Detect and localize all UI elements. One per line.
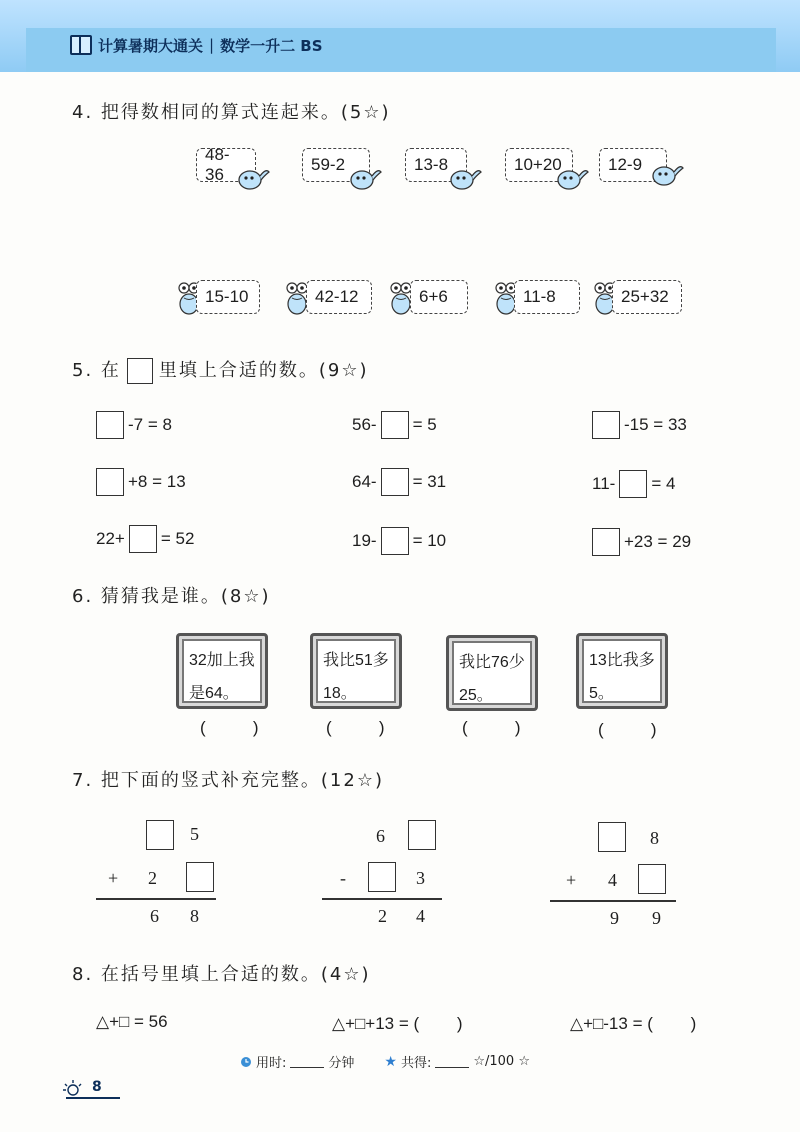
tadpole-icon <box>555 164 589 192</box>
answer-box[interactable] <box>96 411 124 439</box>
riddle-board-1: 32加上我 是64。 <box>176 633 268 709</box>
sum-line <box>96 898 216 900</box>
vertical-answer-box[interactable] <box>186 862 214 892</box>
series-name: 计算暑期大通关 <box>98 36 204 55</box>
q5-eq-6: 11- = 4 <box>592 470 675 498</box>
q5-eq-7: 22+ = 52 <box>96 525 194 553</box>
riddle-board-3: 我比76少 25。 <box>446 635 538 711</box>
q5-title: 5. 在 里填上合适的数。(9☆) <box>72 356 369 384</box>
q4-bottom-tag-1[interactable]: 15-10 <box>196 280 260 314</box>
score-field: ★ 共得: ☆/100 ☆ <box>384 1053 530 1071</box>
q4-title: 4. 把得数相同的算式连起来。(5☆) <box>72 102 391 123</box>
q4-top-tag-2[interactable]: 59-2 <box>302 148 370 182</box>
digit: 4 <box>608 870 617 890</box>
operator-minus: - <box>340 868 346 888</box>
answer-paren-1[interactable]: ( ) <box>200 718 259 737</box>
q4-top-tag-1[interactable]: 48-36 <box>196 148 256 182</box>
answer-box[interactable] <box>96 468 124 496</box>
digit: 2 <box>148 868 157 888</box>
digit: 9 <box>652 908 661 928</box>
page-number: 8 <box>62 1078 102 1096</box>
sum-line <box>550 900 676 902</box>
q4-bottom-tag-5[interactable]: 25+32 <box>612 280 682 314</box>
digit: 5 <box>190 824 199 844</box>
tadpole-icon <box>448 164 482 192</box>
header-title <box>70 34 323 56</box>
vertical-answer-box[interactable] <box>408 820 436 850</box>
answer-box-sample <box>127 358 153 384</box>
q4-top-tag-3[interactable]: 13-8 <box>405 148 467 182</box>
operator-plus: + <box>108 868 119 888</box>
header-separator: | <box>209 36 215 54</box>
digit: 9 <box>610 908 619 928</box>
digit: 8 <box>650 828 659 848</box>
difference-line <box>322 898 442 900</box>
answer-box[interactable] <box>619 470 647 498</box>
digit: 2 <box>378 906 387 926</box>
q8-title: 8. 在括号里填上合适的数。(4☆) <box>72 964 371 985</box>
answer-box[interactable] <box>592 411 620 439</box>
vertical-answer-box[interactable] <box>638 864 666 894</box>
operator-plus: + <box>566 870 577 890</box>
time-blank[interactable] <box>290 1055 324 1068</box>
answer-box[interactable] <box>381 468 409 496</box>
riddle-board-2: 我比51多 18。 <box>310 633 402 709</box>
riddle-board-4: 13比我多 5。 <box>576 633 668 709</box>
q6-title: 6. 猜猜我是谁。(8☆) <box>72 586 271 607</box>
q4-top-tag-5[interactable]: 12-9 <box>599 148 667 182</box>
subject-name: 数学一升二 BS <box>220 36 323 55</box>
q8-eq-3[interactable]: △+□-13 = ( ) <box>570 1014 697 1033</box>
page-number-underline <box>66 1097 120 1099</box>
q5-eq-8: 19- = 10 <box>352 527 446 555</box>
q5-eq-5: 64- = 31 <box>352 468 446 496</box>
clock-icon <box>240 1056 252 1068</box>
q5-eq-2: 56- = 5 <box>352 411 437 439</box>
answer-paren-2[interactable]: ( ) <box>326 718 385 737</box>
vertical-answer-box[interactable] <box>368 862 396 892</box>
vertical-answer-box[interactable] <box>146 820 174 850</box>
q8-eq-2[interactable]: △+□+13 = ( ) <box>332 1014 463 1033</box>
q4-top-tag-4[interactable]: 10+20 <box>505 148 573 182</box>
digit: 3 <box>416 868 425 888</box>
answer-box[interactable] <box>381 411 409 439</box>
digit: 4 <box>416 906 425 926</box>
q5-eq-9: +23 = 29 <box>592 528 691 556</box>
vertical-answer-box[interactable] <box>598 822 626 852</box>
q4-bottom-tag-4[interactable]: 11-8 <box>514 280 580 314</box>
sun-icon <box>62 1078 84 1096</box>
tadpole-icon <box>650 160 684 188</box>
q5-eq-1: -7 = 8 <box>96 411 172 439</box>
score-blank[interactable] <box>435 1055 469 1068</box>
answer-paren-3[interactable]: ( ) <box>462 718 521 737</box>
q4-bottom-tag-3[interactable]: 6+6 <box>410 280 468 314</box>
star-icon: ★ <box>384 1053 397 1070</box>
time-field: 用时: 分钟 <box>240 1052 354 1071</box>
q5-eq-4: +8 = 13 <box>96 468 186 496</box>
score-footer <box>240 1052 530 1071</box>
tadpole-icon <box>348 164 382 192</box>
book-icon <box>70 35 92 55</box>
digit: 6 <box>376 826 385 846</box>
q5-eq-3: -15 = 33 <box>592 411 687 439</box>
digit: 8 <box>190 906 199 926</box>
answer-paren-4[interactable]: ( ) <box>598 720 657 739</box>
q4-bottom-tag-2[interactable]: 42-12 <box>306 280 372 314</box>
tadpole-icon <box>236 164 270 192</box>
digit: 6 <box>150 906 159 926</box>
q8-eq-1: △+□ = 56 <box>96 1012 168 1031</box>
answer-box[interactable] <box>381 527 409 555</box>
answer-box[interactable] <box>129 525 157 553</box>
q7-title: 7. 把下面的竖式补充完整。(12☆) <box>72 770 384 791</box>
answer-box[interactable] <box>592 528 620 556</box>
